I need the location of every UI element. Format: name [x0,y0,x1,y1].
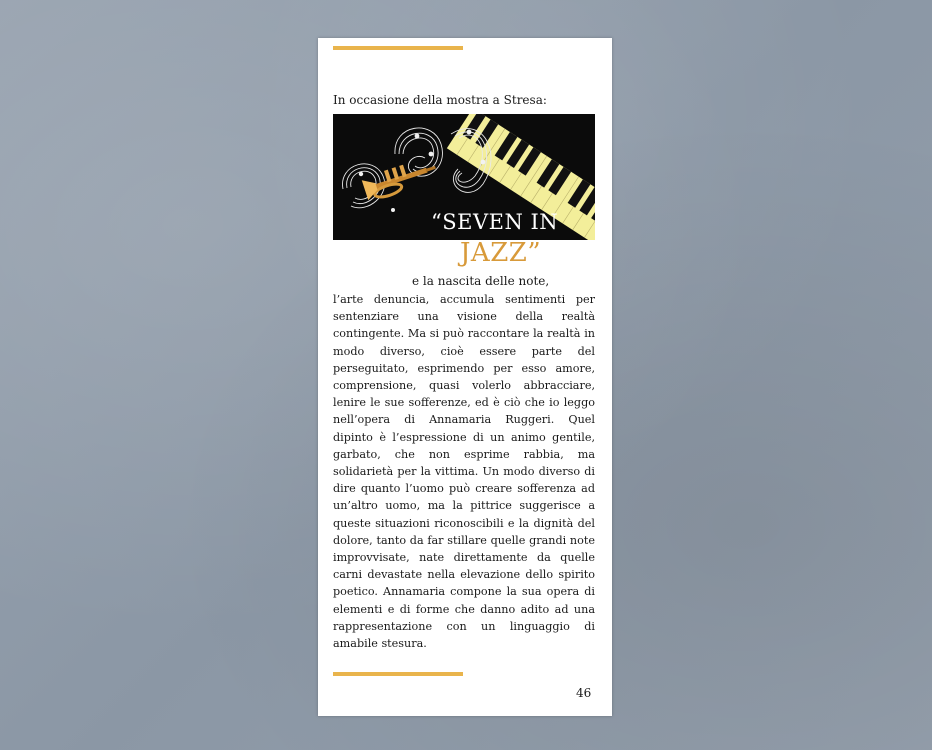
top-accent-rule [333,46,463,50]
bottom-accent-rule [333,672,463,676]
subtitle-line: e la nascita delle note, [412,274,550,288]
document-page [318,38,612,716]
banner-image [333,114,595,240]
banner-title-line1: “SEVEN IN [431,210,559,234]
intro-text: In occasione della mostra a Stresa: [333,93,547,107]
banner-title-line2: JAZZ” [460,238,542,268]
page-number: 46 [576,686,592,700]
body-paragraph: l’arte denuncia, accumula sentimenti per sentenziare una visione della realtà contingente. Ma si può raccontare la realtà in modo diverso, cioè essere parte del perseguitato, esprimendo per esso amore, comprensione, quasi volerlo abbracciare, lenire le sue sofferenze, ed è ciò che io leggo nell’opera di Annamaria Ruggeri. Quel dipinto è l’espressione di un animo gentile, garbato, che non esprime rabbia, ma solidarietà per la vittima. Un modo diverso di dire quanto l’uomo può creare sofferenza ad un’altro uomo, ma la pittrice suggerisce a queste situazioni riconoscibili e la dignità del dolore, tanto da far stillare quelle grandi note improvvisate, nate direttamente da quelle carni devastate nella elevazione dello spirito poetico. Annamaria compone la sua opera di elementi e di forme che danno adito ad una rappresentazione con un linguaggio di amabile stesura. [333,293,595,651]
